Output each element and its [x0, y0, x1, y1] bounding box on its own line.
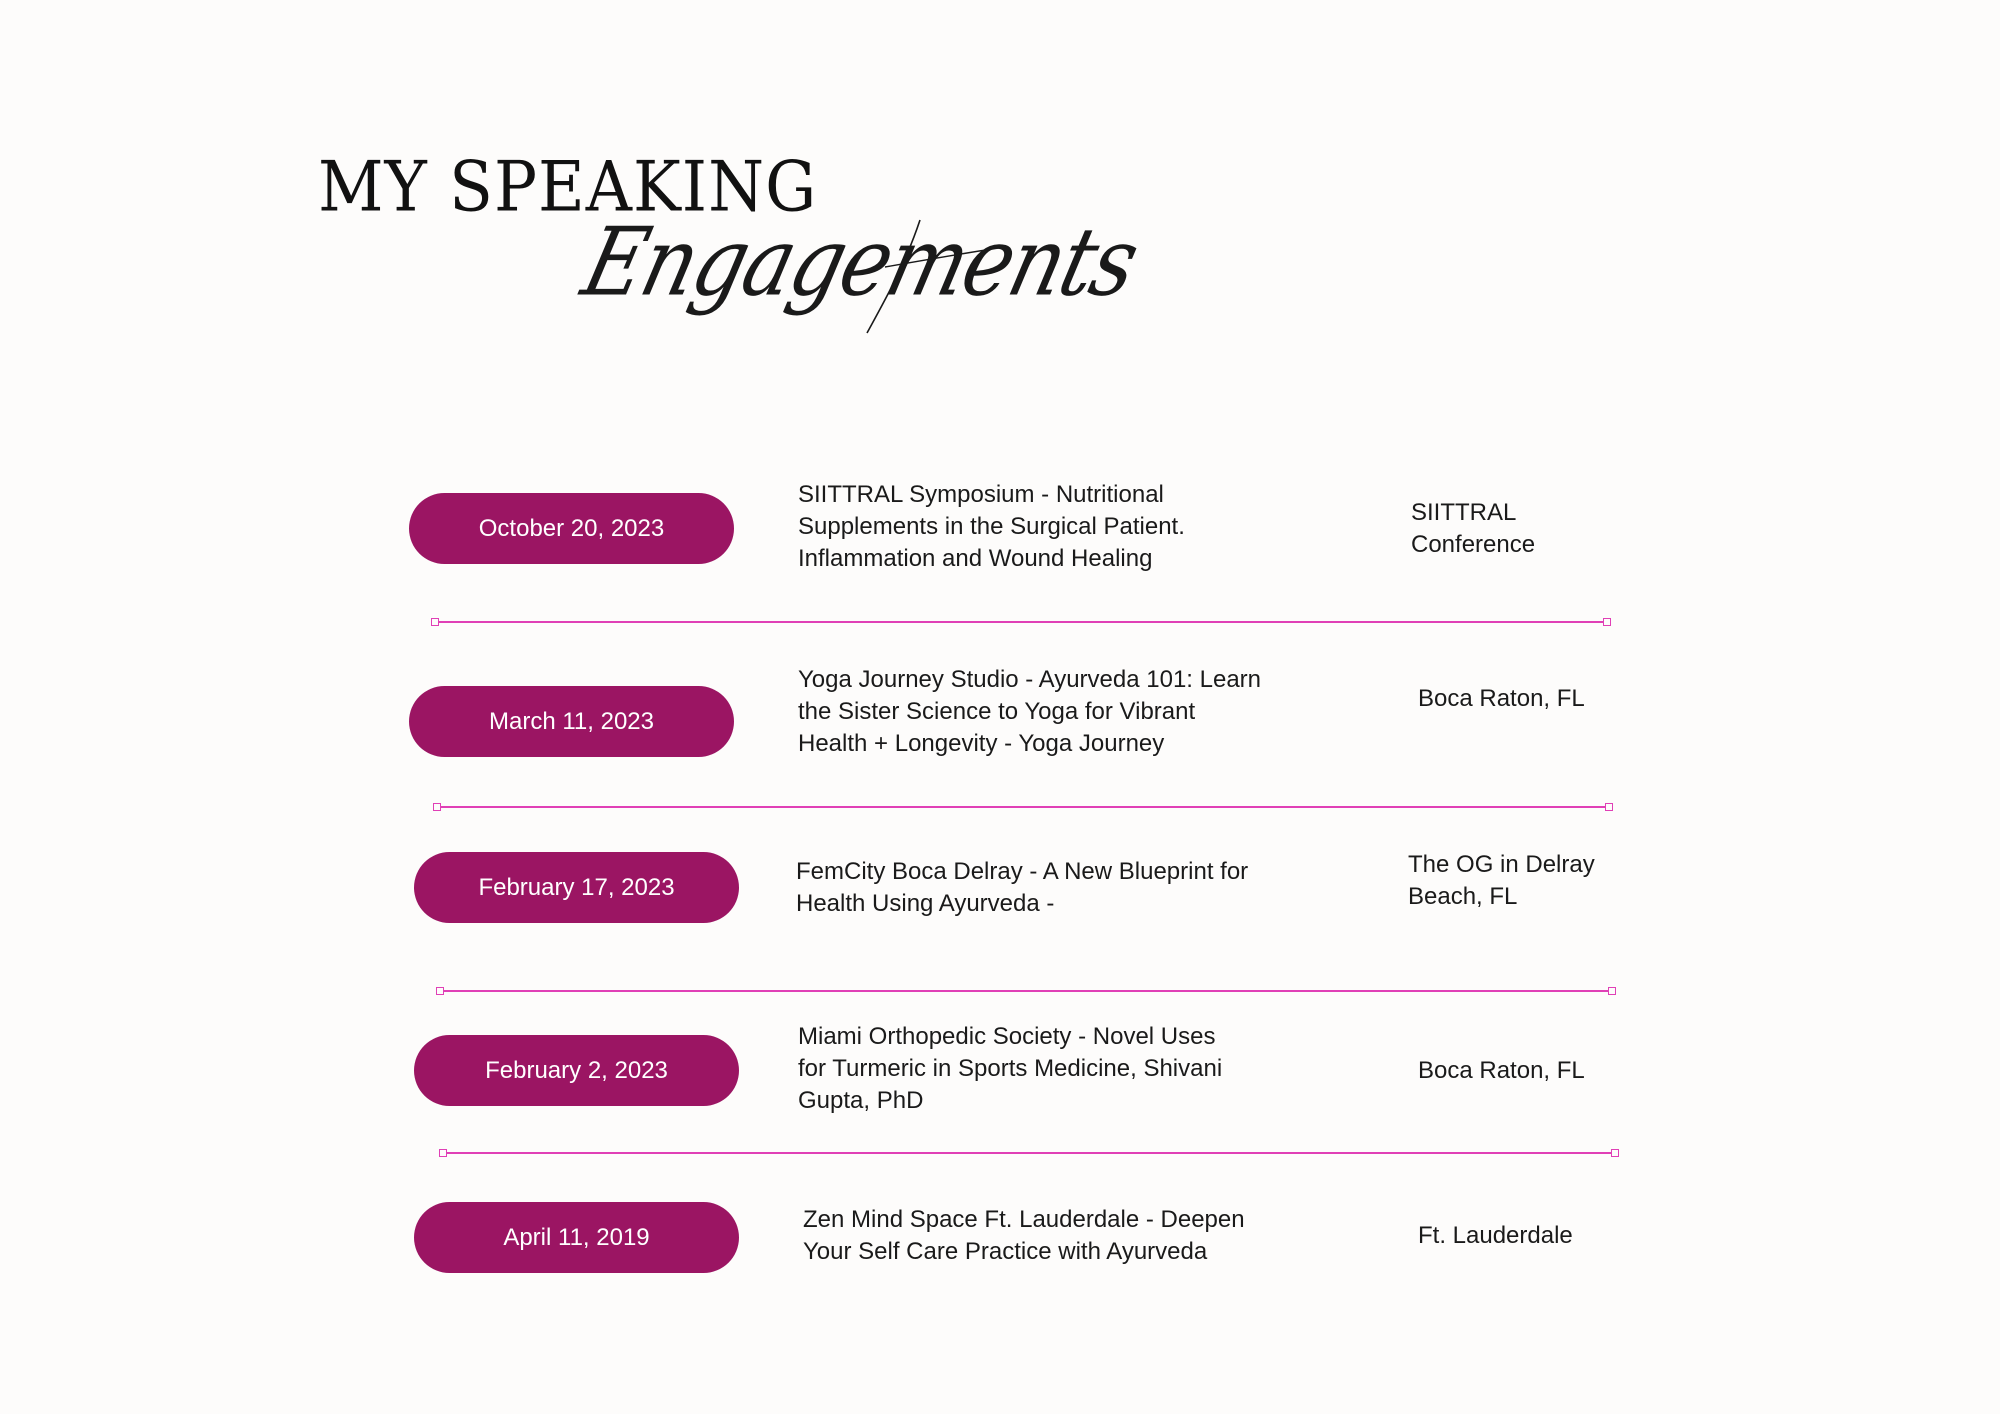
- subtitle-flourish: [585, 205, 1015, 345]
- engagement-venue-3: The OG in Delray Beach, FL: [1408, 851, 1595, 910]
- page-subtitle: Engagements: [572, 208, 1148, 318]
- engagement-date-4: February 2, 2023: [414, 1035, 739, 1106]
- row-divider-4: [443, 1152, 1615, 1154]
- engagement-date-5: April 11, 2019: [414, 1202, 739, 1273]
- engagement-description-2: Yoga Journey Studio - Ayurveda 101: Learn the Sister Science to Yoga for Vibrant Health + Longevity - Yoga Journey: [798, 666, 1262, 757]
- engagement-venue-4: Boca Raton, FL: [1418, 1057, 1585, 1084]
- engagement-venue-5: Ft. Lauderdale: [1418, 1222, 1573, 1249]
- engagement-description-1: SIITTRAL Symposium - Nutritional Supplements in the Surgical Patient. Inflammation and Wound Healing: [798, 481, 1185, 572]
- engagement-description-3: FemCity Boca Delray - A New Blueprint for Health Using Ayurveda -: [796, 858, 1249, 917]
- engagement-venue-2: Boca Raton, FL: [1418, 685, 1585, 712]
- engagement-description-4: Miami Orthopedic Society - Novel Uses for Turmeric in Sports Medicine, Shivani Gupta, PhD: [798, 1023, 1223, 1114]
- row-divider-2: [437, 806, 1609, 808]
- page-title: MY SPEAKING: [318, 148, 818, 228]
- engagement-venue-1: SIITTRAL Conference: [1411, 499, 1536, 558]
- engagement-date-2: March 11, 2023: [409, 686, 734, 757]
- engagement-date-3: February 17, 2023: [414, 852, 739, 923]
- row-divider-3: [440, 990, 1612, 992]
- engagement-description-5: Zen Mind Space Ft. Lauderdale - Deepen Your Self Care Practice with Ayurveda: [803, 1206, 1245, 1265]
- row-divider-1: [435, 621, 1607, 623]
- engagement-date-1: October 20, 2023: [409, 493, 734, 564]
